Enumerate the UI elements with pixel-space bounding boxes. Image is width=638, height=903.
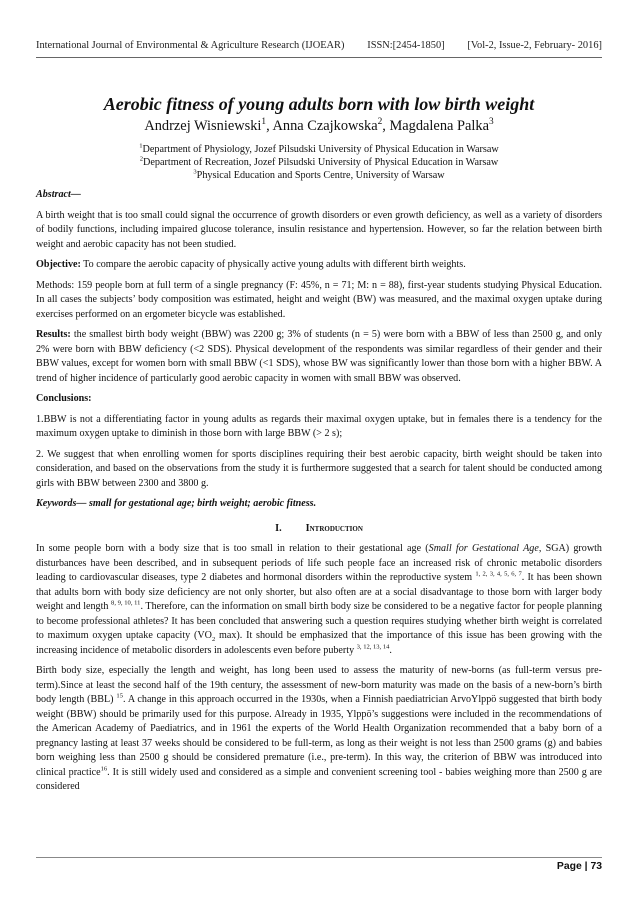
- affiliation: $^1$Department of Physiology, Jozef Pilsudski University of Physical Education in Warsaw: [139, 142, 499, 155]
- author: Anna Czajkowska$^2$,: [272, 117, 390, 134]
- intro-paragraph-2: Birth body size, especially the length and weight, has long been used to assess the maturity of new-borns (as full-term versus pre-term).Since at least the second half of the 19th century, the assessment of new-born maturity was made on the basis of a new-born’s birth body length (BBL) $^{15}$. A change in this approach occurred in the 1930s, when a Finnish paediatrician ArvoYlppö suggested that birth body weight (BBW) should be primarily used for this purpose. Already in 1935, Ylppö’s suggestions were included in the recommendations of the American Academy of Paediatrics, and in 1961 the experts of the World Health Organization recommended that a baby born of a pregnancy lasting at least 37 weeks should be considered to be full-term, as long as their weight is not less than 2500 grams (g) and babies born weighing less than 2500 g should be considered premature (i.e., pre-term). In this way, the criterion of BBW was introduced into clinical practice$^{16}$. It is still widely used and considered as a simple and convenient screening tool - babies weighing more than 2500 g are considered: [36, 665, 603, 792]
- abstract-conclusion-1: 1.BBW is not a differentiating factor in young adults as regards their maximal oxygen uptake, but in females there is a tendency for the maximum oxygen uptake to diminish in those born with large BBW (> 2 s);: [36, 413, 602, 439]
- affiliation: $^2$Department of Recreation, Jozef Pilsudski University of Physical Education in Warsaw: [139, 155, 499, 168]
- paper-title: Aerobic fitness of young adults born with low birth weight: [103, 94, 535, 114]
- abstract-label: Abstract—: [36, 189, 81, 200]
- running-header: [36, 40, 602, 51]
- author: Magdalena Palka$^3$: [389, 117, 494, 134]
- keywords: Keywords— small for gestational age; birth weight; aerobic fitness.: [36, 498, 317, 509]
- volume-issue: [Vol-2, Issue-2, February- 2016]: [467, 40, 602, 51]
- intro-paragraph-1: In some people born with a body size that is too small in relation to their gestational age (Small for Gestational Age, SGA) growth disturbances have been described, and in subsequent periods of life such people face an increased risk of chronic metabolic disorders leading to cardiovascular diseases, type 2 diabetes and hormonal disorders within the reproductive system $^{1, 2, 3, 4, 5, 6, 7}$. It has been shown that adults born with body size deficiency are not only shorter, but also often are at a social disadvantage to those born with larger body weight and length $^{8, 9, 10, 11}$. Therefore, can the information on small birth body size be considered to be a negative factor for people planning to become professional athletes? It has been concluded that answering such a question requires studying whether birth weight is correlated to maximum oxygen uptake capacity ($VO_2$ max). It should be emphasized that the importance of this issue has been growing with the increasing incidence of metabolic disorders in adolescents even before puberty $^{3, 12, 13, 14}$.: [36, 543, 603, 656]
- abstract-intro: A birth weight that is too small could signal the occurrence of growth disorders or even growth deficiency, as well as a variety of disorders of bodily functions, including impaired glucose tolerance, insulin resistance and hypertension. However, so far the relation between birth weight and aerobic capacity has not been studied.: [36, 209, 602, 250]
- issn: ISSN:[2454-1850]: [367, 40, 445, 51]
- abstract-results: Results: the smallest birth body weight (BBW) was 2200 g; 3% of students (n = 5) were born with a BBW of less than 2500 g, and only 2% were born with BBW deficiency (<2 SDS). Physical development of the respondents was similar regardless of their gender and their BBW values, except for women born with small BBW (<1 SDS), whose BW was significantly lower than those born with a higher BBW. A trend of higher incidence of particularly good aerobic capacity in women with small BBW was observed.: [36, 329, 602, 384]
- abstract-objective: Objective: To compare the aerobic capacity of physically active young adults with different birth weights.: [36, 259, 466, 270]
- footer-rule: [36, 857, 602, 858]
- author: Andrzej Wisniewski$^1$,: [144, 117, 273, 134]
- section-heading: I. Introduction: [275, 522, 363, 534]
- author-list: [36, 118, 602, 135]
- page-number: Page | 73: [556, 861, 602, 872]
- affiliation: $^3$Physical Education and Sports Centre, University of Warsaw: [193, 168, 445, 181]
- paper-body: [36, 188, 602, 801]
- abstract-conclusions-label: Conclusions:: [36, 393, 92, 404]
- journal-name: International Journal of Environmental & Agriculture Research (IJOEAR): [36, 40, 345, 51]
- abstract-conclusion-2: 2. We suggest that when enrolling women for sports disciplines requiring their best aerobic capacity, birth weight should be taken into consideration, and based on the observations from the study it is furthermore suggested that a search for talent should be conducted among girls with BBW between 2300 and 3800 g.: [36, 448, 602, 489]
- header-rule: [36, 57, 602, 58]
- abstract-methods: Methods: 159 people born at full term of a single pregnancy (F: 45%, n = 71; M: n = 88), first-year students studying Physical Education. In all cases the subjects’ body composition was estimated, height and weight (BW) was measured, and the maximal oxygen uptake during exercises performed on an ergometer bicycle was established.: [36, 279, 602, 320]
